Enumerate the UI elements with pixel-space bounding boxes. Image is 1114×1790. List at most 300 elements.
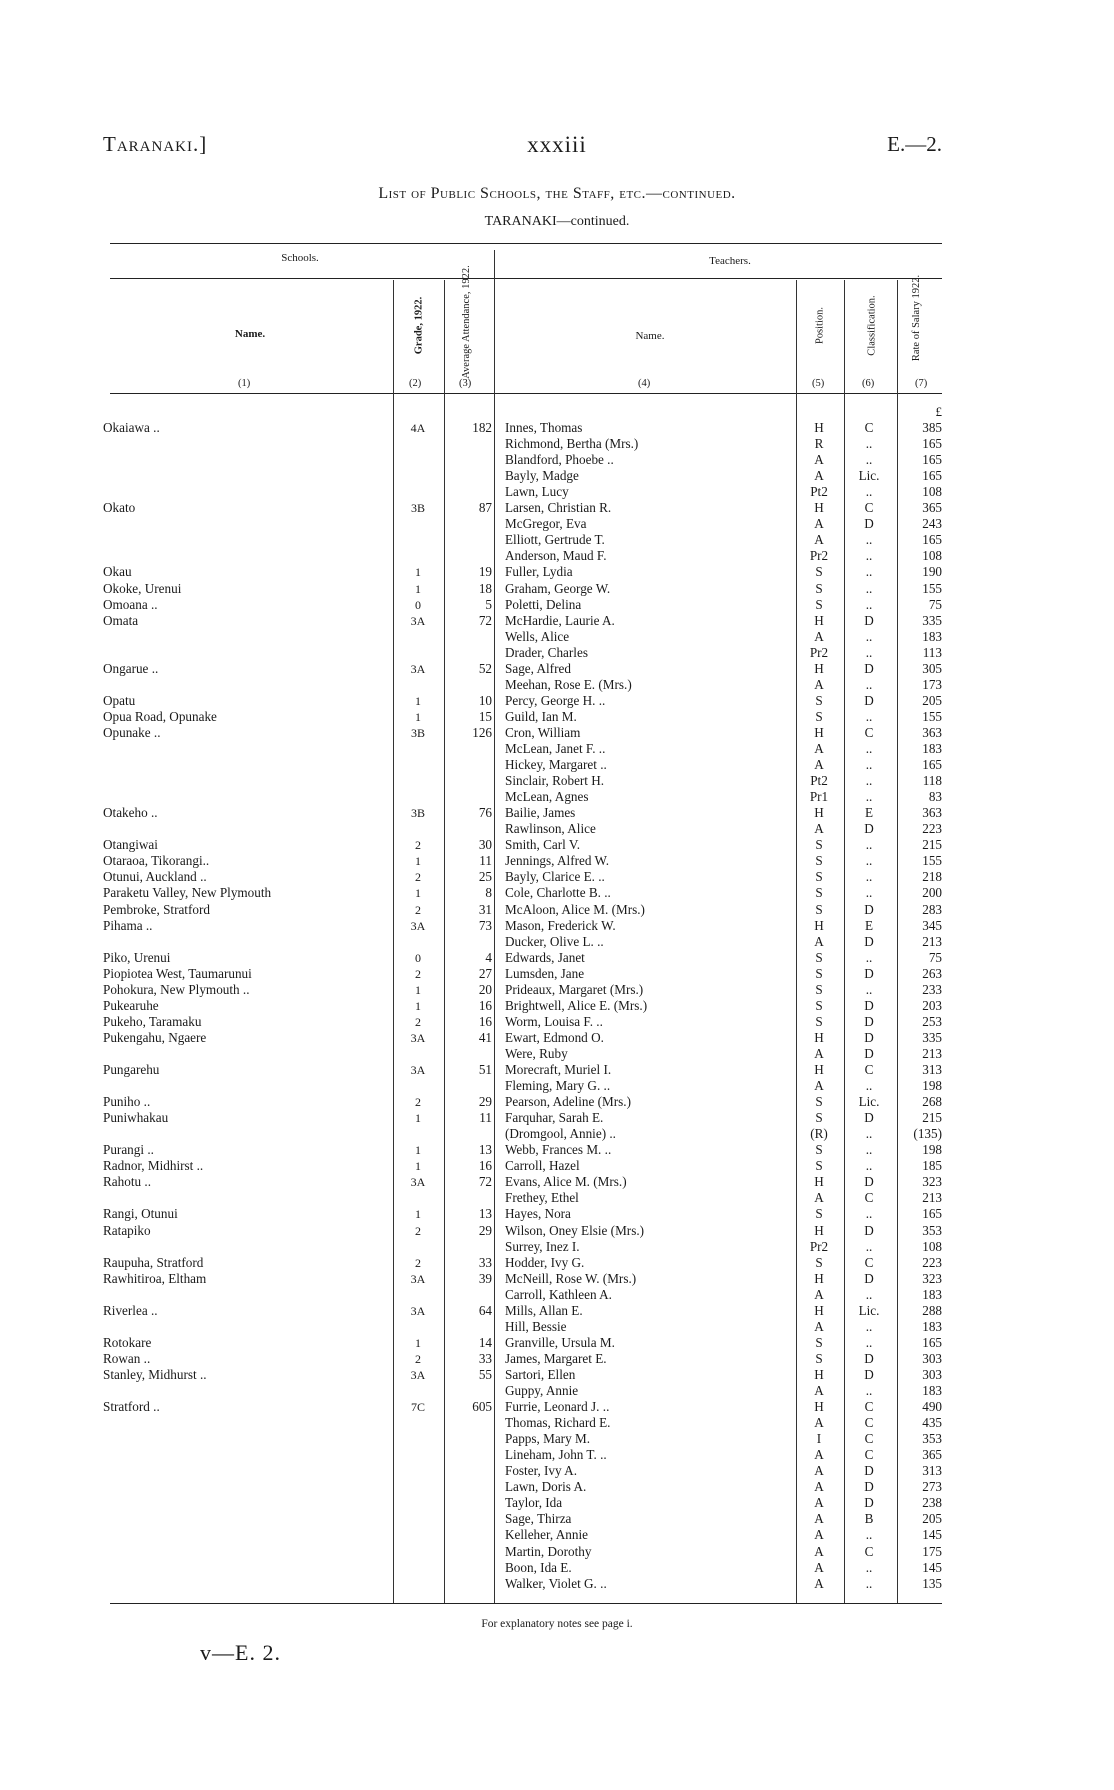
list-title: List of Public Schools, the Staff, etc.—continued.: [378, 185, 736, 202]
salary-cell: 75: [928, 949, 942, 965]
salary-cell: 108: [922, 1238, 942, 1254]
salary-cell: 283: [922, 901, 942, 917]
teacher-name: Hayes, Nora: [505, 1206, 571, 1222]
table-row: [0, 661, 1114, 677]
position-cell: H: [814, 1222, 824, 1238]
position-cell: H: [814, 612, 824, 628]
salary-cell: 205: [922, 1511, 942, 1527]
table-row: [0, 436, 1114, 452]
school-name: Otakeho ..: [103, 805, 158, 821]
position-cell: A: [814, 1527, 824, 1543]
position-cell: S: [815, 1334, 823, 1350]
position-cell: A: [814, 1318, 824, 1334]
position-cell: H: [814, 660, 824, 676]
teacher-name: James, Margaret E.: [505, 1350, 607, 1366]
position-cell: S: [815, 901, 823, 917]
table-row: [0, 821, 1114, 837]
teacher-name: Rawlinson, Alice: [505, 821, 596, 837]
teacher-name: Walker, Violet G. ..: [505, 1575, 607, 1591]
teacher-name: Papps, Mary M.: [505, 1431, 590, 1447]
classification-cell: ..: [865, 949, 873, 965]
position-cell: H: [814, 1366, 824, 1382]
teacher-name: Innes, Thomas: [505, 420, 583, 435]
position-cell: H: [814, 805, 824, 821]
grade-cell: 3A: [410, 918, 426, 933]
salary-cell: 323: [922, 1174, 942, 1190]
teacher-name: Poletti, Delina: [505, 596, 582, 612]
teacher-name: Jennings, Alfred W.: [505, 853, 610, 869]
salary-cell: 213: [922, 1045, 942, 1061]
table-row: [0, 998, 1114, 1014]
table-row: [0, 1255, 1114, 1271]
table-row: [0, 853, 1114, 869]
classification-cell: D: [864, 821, 874, 837]
salary-cell: 203: [922, 997, 942, 1013]
school-name: Radnor, Midhirst ..: [103, 1158, 204, 1174]
salary-cell: 108: [922, 484, 942, 500]
col-num-5: (5): [812, 378, 825, 389]
attendance-cell: 19: [478, 564, 492, 580]
grade-cell: 1: [415, 709, 421, 724]
position-cell: A: [814, 821, 824, 837]
classification-cell: D: [864, 1222, 874, 1238]
attendance-cell: 25: [478, 869, 492, 885]
attendance-cell: 64: [478, 1302, 492, 1318]
classification-cell: ..: [865, 1142, 873, 1158]
grade-cell: 3B: [410, 501, 425, 516]
teacher-name: Prideaux, Margaret (Mrs.): [505, 981, 644, 997]
salary-cell: 213: [922, 933, 942, 949]
header-right: E.—2.: [887, 132, 942, 156]
attendance-cell: 51: [478, 1062, 492, 1077]
attendance-heading-text: Average Attendance, 1922.: [461, 265, 472, 379]
position-cell: (R): [810, 1126, 828, 1142]
teacher-name: Kelleher, Annie: [505, 1527, 588, 1543]
grade-cell: 3B: [410, 806, 425, 821]
salary-cell: 313: [922, 1062, 942, 1077]
teachers-heading: Teachers.: [709, 255, 751, 267]
table-row: [0, 1383, 1114, 1399]
attendance-cell: 29: [478, 1094, 492, 1110]
classification-cell: ..: [865, 436, 873, 452]
table-row: [0, 1174, 1114, 1190]
position-cell: A: [814, 532, 824, 548]
salary-cell: (135): [913, 1126, 942, 1142]
attendance-cell: 18: [478, 580, 492, 596]
classification-cell: ..: [865, 580, 873, 596]
teacher-name: McLean, Janet F. ..: [505, 741, 606, 756]
teacher-name: Meehan, Rose E. (Mrs.): [505, 676, 632, 692]
salary-cell: 145: [922, 1559, 942, 1575]
school-name: Purangi ..: [103, 1142, 154, 1158]
classification-cell: ..: [865, 1334, 873, 1350]
classification-cell: D: [864, 1270, 874, 1286]
salary-cell: 435: [922, 1415, 942, 1431]
teacher-name: Sage, Alfred: [505, 660, 571, 676]
salary-cell: 155: [922, 853, 942, 869]
school-name: Stanley, Midhurst ..: [103, 1366, 207, 1382]
school-name: Pohokura, New Plymouth ..: [103, 981, 250, 997]
attendance-cell: 31: [478, 901, 492, 917]
attendance-cell: 11: [479, 853, 492, 869]
grade-heading: Grade, 1922.: [413, 296, 425, 355]
classification-heading: Classification.: [866, 295, 878, 356]
salary-cell: 273: [922, 1479, 942, 1495]
table-row: [0, 1287, 1114, 1303]
classification-cell: D: [864, 1463, 874, 1479]
table-top-rule: [110, 243, 942, 244]
attendance-cell: 5: [485, 596, 492, 612]
salary-cell: 198: [922, 1078, 942, 1094]
school-name: Okato: [103, 500, 136, 516]
position-cell: A: [814, 676, 824, 692]
classification-cell: D: [864, 1110, 874, 1126]
teacher-name: Lumsden, Jane: [505, 965, 585, 981]
teacher-name: Drader, Charles: [505, 644, 588, 660]
teacher-name: Smith, Carl V.: [505, 837, 580, 853]
position-cell: A: [814, 1078, 824, 1094]
salary-cell: 165: [922, 436, 942, 452]
attendance-cell: 15: [478, 708, 492, 724]
classification-cell: C: [864, 1447, 874, 1463]
salary-cell: 365: [922, 1447, 942, 1463]
table-row: [0, 1367, 1114, 1383]
teacher-name: Hickey, Margaret ..: [505, 757, 607, 773]
teacher-name: Were, Ruby: [505, 1045, 568, 1061]
grade-cell: 1: [415, 854, 421, 869]
position-cell: A: [814, 1190, 824, 1206]
classification-cell: ..: [865, 853, 873, 869]
teacher-name: Bayly, Madge: [505, 468, 579, 484]
position-cell: H: [814, 917, 824, 933]
school-name: Opua Road, Opunake: [103, 708, 217, 724]
classification-cell: D: [864, 660, 874, 676]
position-cell: Pr2: [809, 548, 829, 564]
salary-cell: 385: [922, 420, 942, 435]
classification-cell: ..: [865, 1238, 873, 1254]
teacher-name: Guild, Ian M.: [505, 708, 577, 724]
grade-cell: 3A: [410, 1367, 426, 1382]
classification-cell: ..: [865, 869, 873, 885]
position-cell: A: [814, 516, 824, 532]
salary-cell: 253: [922, 1013, 942, 1029]
grade-cell: 2: [415, 1255, 421, 1270]
table-row: [0, 1014, 1114, 1030]
position-cell: A: [814, 628, 824, 644]
position-cell: S: [815, 853, 823, 869]
grade-cell: 1: [415, 581, 421, 596]
table-row: [0, 532, 1114, 548]
position-cell: A: [814, 1495, 824, 1511]
attendance-cell: 33: [478, 1350, 492, 1366]
position-cell: Pt2: [810, 484, 828, 500]
teacher-name: Fleming, Mary G. ..: [505, 1078, 611, 1094]
classification-cell: ..: [865, 1559, 873, 1575]
attendance-cell: 76: [478, 805, 492, 821]
salary-cell: 183: [922, 1383, 942, 1398]
classification-cell: ..: [865, 644, 873, 660]
classification-cell: D: [864, 997, 874, 1013]
grade-cell: 1: [415, 1143, 421, 1158]
salary-cell: 223: [922, 821, 942, 837]
classification-cell: C: [864, 724, 874, 740]
school-name: Puniwhakau: [103, 1110, 169, 1126]
salary-cell: 83: [928, 789, 942, 805]
salary-cell: 345: [922, 917, 942, 933]
position-cell: S: [815, 596, 823, 612]
position-heading: Position.: [814, 306, 826, 345]
teacher-name: McLean, Agnes: [505, 789, 589, 805]
salary-cell: 165: [922, 468, 942, 484]
col-num-3: (3): [459, 378, 472, 389]
salary-cell: 183: [922, 628, 942, 644]
table-row: [0, 1223, 1114, 1239]
school-name: Piopiotea West, Taumarunui: [103, 965, 252, 981]
table-row: [0, 1527, 1114, 1543]
table-row: [0, 468, 1114, 484]
attendance-cell: 14: [478, 1334, 492, 1350]
school-name: Rowan ..: [103, 1350, 151, 1366]
school-name: Okoke, Urenui: [103, 580, 182, 596]
teacher-name: Bailie, James: [505, 805, 576, 821]
classification-cell: D: [864, 965, 874, 981]
teacher-name: Thomas, Richard E.: [505, 1415, 611, 1431]
salary-cell: 118: [922, 773, 942, 789]
teacher-name: Guppy, Annie: [505, 1383, 579, 1398]
classification-cell: D: [864, 1350, 874, 1366]
attendance-cell: 27: [478, 965, 492, 981]
salary-cell: 288: [922, 1302, 942, 1318]
classification-cell: ..: [865, 1158, 873, 1174]
attendance-cell: 30: [478, 837, 492, 853]
grade-cell: 3A: [410, 1303, 426, 1318]
grade-cell: 3A: [410, 1271, 426, 1286]
salary-cell: 183: [922, 741, 942, 756]
grade-cell: 1: [415, 1335, 421, 1350]
position-cell: I: [816, 1431, 822, 1447]
attendance-cell: 605: [472, 1399, 492, 1415]
pound-sign: £: [935, 404, 942, 419]
position-cell: Pr1: [809, 789, 829, 805]
table-row: [0, 693, 1114, 709]
attendance-cell: 55: [478, 1366, 492, 1382]
teacher-name: Lawn, Lucy: [505, 484, 569, 500]
classification-cell: Lic.: [858, 468, 880, 484]
school-name: Piko, Urenui: [103, 949, 171, 965]
school-name: Omoana ..: [103, 596, 158, 612]
page-reference: v—E. 2.: [200, 1640, 281, 1665]
table-row: [0, 1110, 1114, 1126]
salary-cell: 165: [922, 1334, 942, 1350]
position-cell: S: [815, 580, 823, 596]
teacher-name: Surrey, Inez I.: [505, 1238, 580, 1254]
classification-cell: ..: [865, 484, 873, 500]
classification-cell: C: [864, 1062, 874, 1077]
salary-cell: 145: [922, 1527, 942, 1543]
salary-cell: 218: [922, 869, 942, 885]
classification-cell: ..: [865, 757, 873, 773]
school-name: Otunui, Auckland ..: [103, 869, 207, 885]
grade-cell: 7C: [410, 1400, 425, 1415]
position-cell: S: [815, 1013, 823, 1029]
grade-cell: 2: [415, 902, 421, 917]
table-row: [0, 1511, 1114, 1527]
table-row: [0, 677, 1114, 693]
position-cell: A: [814, 1479, 824, 1495]
col-num-1: (1): [238, 378, 251, 389]
salary-cell: 113: [922, 644, 942, 660]
position-cell: H: [814, 1270, 824, 1286]
grade-cell: 1: [415, 998, 421, 1013]
table-row: [0, 1319, 1114, 1335]
classification-cell: ..: [865, 1575, 873, 1591]
salary-cell: 233: [922, 981, 942, 997]
teacher-name: Martin, Dorothy: [505, 1543, 592, 1559]
position-cell: S: [815, 1094, 823, 1110]
salary-cell: 353: [922, 1431, 942, 1447]
table-row: [0, 1447, 1114, 1463]
classification-cell: C: [864, 1254, 874, 1270]
table-row: [0, 613, 1114, 629]
region-title: TARANAKI—continued.: [484, 214, 630, 229]
classification-cell: ..: [865, 885, 873, 901]
table-row: [0, 1544, 1114, 1560]
position-cell: A: [814, 757, 824, 773]
table-row: [0, 1351, 1114, 1367]
attendance-cell: 72: [478, 612, 492, 628]
grade-cell: 3A: [410, 1175, 426, 1190]
teacher-name: McGregor, Eva: [505, 516, 587, 532]
salary-cell: 198: [922, 1142, 942, 1158]
classification-cell: C: [864, 1543, 874, 1559]
teacher-name: Taylor, Ida: [505, 1495, 563, 1511]
teacher-name: Larsen, Christian R.: [505, 500, 612, 516]
classification-cell: ..: [865, 452, 873, 468]
attendance-cell: 182: [472, 420, 492, 435]
salary-cell: 365: [922, 500, 942, 516]
grade-cell: 1: [415, 982, 421, 997]
table-row: [0, 645, 1114, 661]
salary-cell: 335: [922, 1029, 942, 1045]
salary-cell: 268: [922, 1094, 942, 1110]
salary-cell: 263: [922, 965, 942, 981]
school-name: Rahotu ..: [103, 1174, 151, 1190]
attendance-cell: 13: [478, 1206, 492, 1222]
salary-cell: 135: [922, 1575, 942, 1591]
teacher-name: Worm, Louisa F. ..: [505, 1013, 603, 1029]
grade-cell: 1: [415, 886, 421, 901]
teacher-name: Webb, Frances M. ..: [505, 1142, 612, 1158]
grade-cell: 3A: [410, 1063, 426, 1077]
teacher-name: Brightwell, Alice E. (Mrs.): [505, 997, 648, 1013]
teacher-name: Hodder, Ivy G.: [505, 1254, 585, 1270]
table-row: [0, 869, 1114, 885]
table-row: [0, 741, 1114, 757]
position-cell: S: [815, 1110, 823, 1126]
classification-cell: C: [864, 1431, 874, 1447]
classification-cell: C: [864, 1399, 874, 1415]
position-cell: A: [814, 1447, 824, 1463]
salary-cell: 305: [922, 660, 942, 676]
table-row: [0, 805, 1114, 821]
school-name: Pihama ..: [103, 917, 153, 933]
teacher-name: Mason, Frederick W.: [505, 917, 616, 933]
salary-cell: 323: [922, 1270, 942, 1286]
attendance-cell: 73: [478, 917, 492, 933]
table-row: [0, 420, 1114, 436]
table-row: [0, 1190, 1114, 1206]
classification-cell: Lic.: [858, 1302, 880, 1318]
teacher-name: Foster, Ivy A.: [505, 1463, 578, 1479]
attendance-cell: 20: [478, 981, 492, 997]
classification-cell: ..: [865, 1318, 873, 1334]
table-row: [0, 950, 1114, 966]
classification-cell: C: [864, 420, 874, 435]
table-row: [0, 1078, 1114, 1094]
teacher-name: Frethey, Ethel: [505, 1190, 579, 1206]
classification-cell: D: [864, 1029, 874, 1045]
table-row: [0, 1030, 1114, 1046]
table-row: [0, 837, 1114, 853]
school-name: Otangiwai: [103, 837, 158, 853]
salary-cell: 205: [922, 692, 942, 708]
header-left: Taranaki.]: [103, 132, 208, 156]
schools-heading: Schools.: [281, 252, 319, 264]
attendance-cell: 29: [478, 1222, 492, 1238]
teacher-name: Ducker, Olive L. ..: [505, 933, 604, 949]
attendance-heading: [461, 262, 473, 382]
position-cell: A: [814, 1543, 824, 1559]
teacher-name: Elliott, Gertrude T.: [505, 532, 605, 548]
grade-cell: 2: [415, 838, 421, 853]
table-row: [0, 1576, 1114, 1592]
position-cell: A: [814, 1575, 824, 1591]
school-name: Pungarehu: [103, 1062, 160, 1077]
table-row: [0, 1062, 1114, 1078]
teacher-name: Percy, George H. ..: [505, 692, 606, 708]
grade-cell: 2: [415, 1223, 421, 1238]
position-cell: Pr2: [809, 644, 829, 660]
grade-cell: 3B: [410, 725, 425, 740]
position-cell: H: [814, 1174, 824, 1190]
attendance-cell: 11: [479, 1110, 492, 1126]
teacher-name: Cron, William: [505, 724, 581, 740]
classification-cell: D: [864, 1366, 874, 1382]
school-name: Okau: [103, 564, 132, 580]
classification-cell: ..: [865, 837, 873, 853]
table-row: [0, 1399, 1114, 1415]
classification-cell: E: [864, 917, 874, 933]
position-cell: S: [815, 1350, 823, 1366]
attendance-cell: 16: [478, 1013, 492, 1029]
grade-cell: 4A: [410, 421, 426, 435]
salary-cell: 173: [922, 676, 942, 692]
footnote: For explanatory notes see page i.: [481, 1618, 633, 1630]
position-cell: S: [815, 708, 823, 724]
classification-cell: D: [864, 901, 874, 917]
school-name: Ongarue ..: [103, 660, 159, 676]
teacher-name: Sage, Thirza: [505, 1511, 572, 1527]
table-row: [0, 709, 1114, 725]
col-num-6: (6): [862, 378, 875, 389]
table-row: [0, 1431, 1114, 1447]
grade-cell: 3A: [410, 613, 426, 628]
table-row: [0, 1158, 1114, 1174]
classification-cell: D: [864, 1045, 874, 1061]
classification-cell: D: [864, 1479, 874, 1495]
school-name: Okaiawa ..: [103, 420, 160, 435]
salary-cell: 215: [922, 1110, 942, 1126]
